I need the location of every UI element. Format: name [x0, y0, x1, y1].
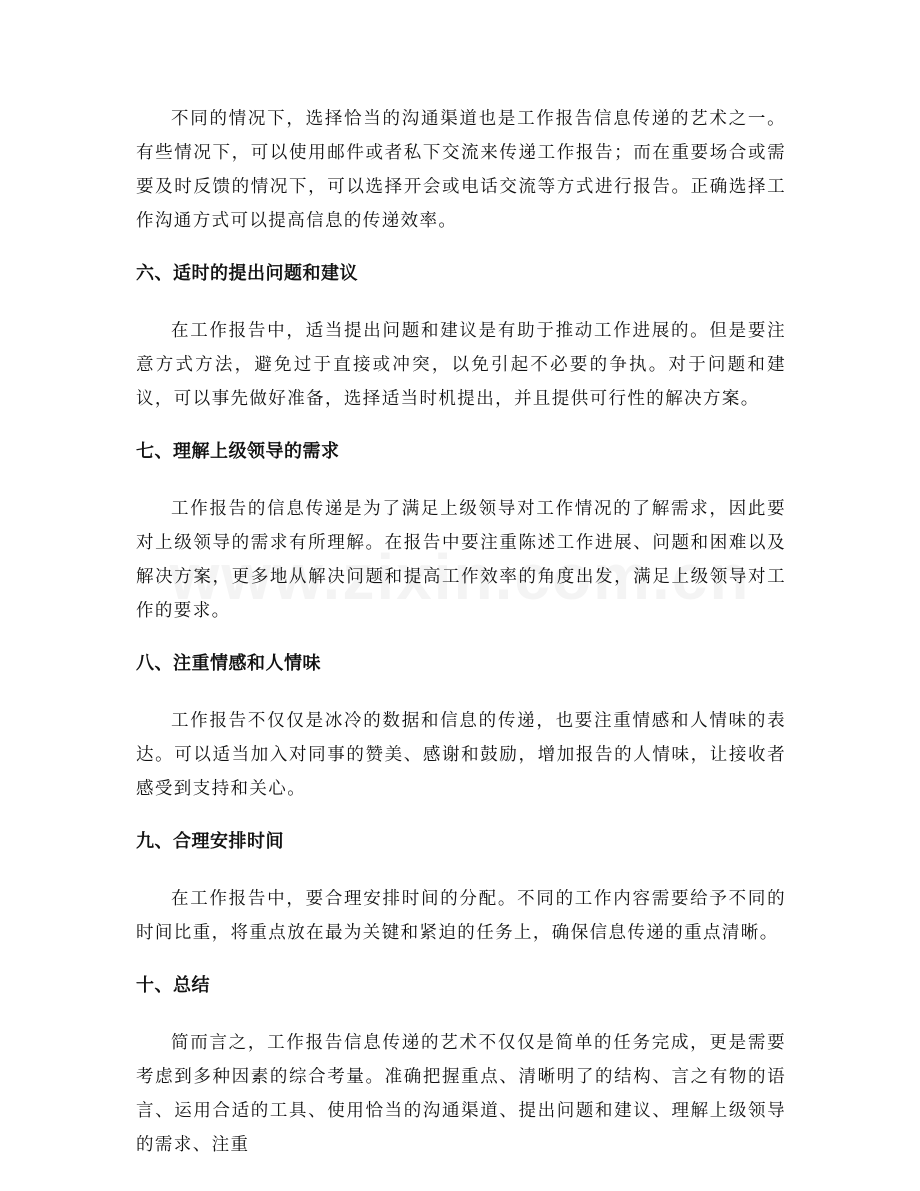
paragraph-section-7: 工作报告的信息传递是为了满足上级领导对工作情况的了解需求，因此要对上级领导的需求有所理解。在报告中要注重陈述工作进展、问题和困难以及解决方案，更多地从解决问题和提高工作效率的角度出发，满足上级领导对工作的要求。	[136, 499, 786, 621]
heading-section-7: 七、理解上级领导的需求	[136, 441, 340, 462]
document-body	[136, 102, 786, 1184]
heading-section-8: 八、注重情感和人情味	[136, 653, 321, 674]
paragraph-section-6: 在工作报告中，适当提出问题和建议是有助于推动工作进展的。但是要注意方式方法，避免过于直接或冲突，以免引起不必要的争执。对于问题和建议，可以事先做好准备，选择适当时机提出，并且提供可行性的解决方案。	[136, 321, 786, 409]
heading-section-6: 六、适时的提出问题和建议	[136, 263, 358, 284]
heading-section-10: 十、总结	[136, 975, 210, 996]
paragraph-channels: 不同的情况下，选择恰当的沟通渠道也是工作报告信息传递的艺术之一。有些情况下，可以使用邮件或者私下交流来传递工作报告；而在重要场合或需要及时反馈的情况下，可以选择开会或电话交流等方式进行报告。正确选择工作沟通方式可以提高信息的传递效率。	[136, 109, 786, 231]
paragraph-section-8: 工作报告不仅仅是冰冷的数据和信息的传递，也要注重情感和人情味的表达。可以适当加入对同事的赞美、感谢和鼓励，增加报告的人情味，让接收者感受到支持和关心。	[136, 711, 786, 799]
paragraph-section-10: 简而言之，工作报告信息传递的艺术不仅仅是简单的任务完成，更是需要考虑到多种因素的综合考量。准确把握重点、清晰明了的结构、言之有物的语言、运用合适的工具、使用恰当的沟通渠道、提出问题和建议、理解上级领导的需求、注重	[136, 1033, 786, 1155]
heading-section-9: 九、合理安排时间	[136, 831, 284, 852]
paragraph-section-9: 在工作报告中，要合理安排时间的分配。不同的工作内容需要给予不同的时间比重，将重点放在最为关键和紧迫的任务上，确保信息传递的重点清晰。	[136, 889, 786, 943]
